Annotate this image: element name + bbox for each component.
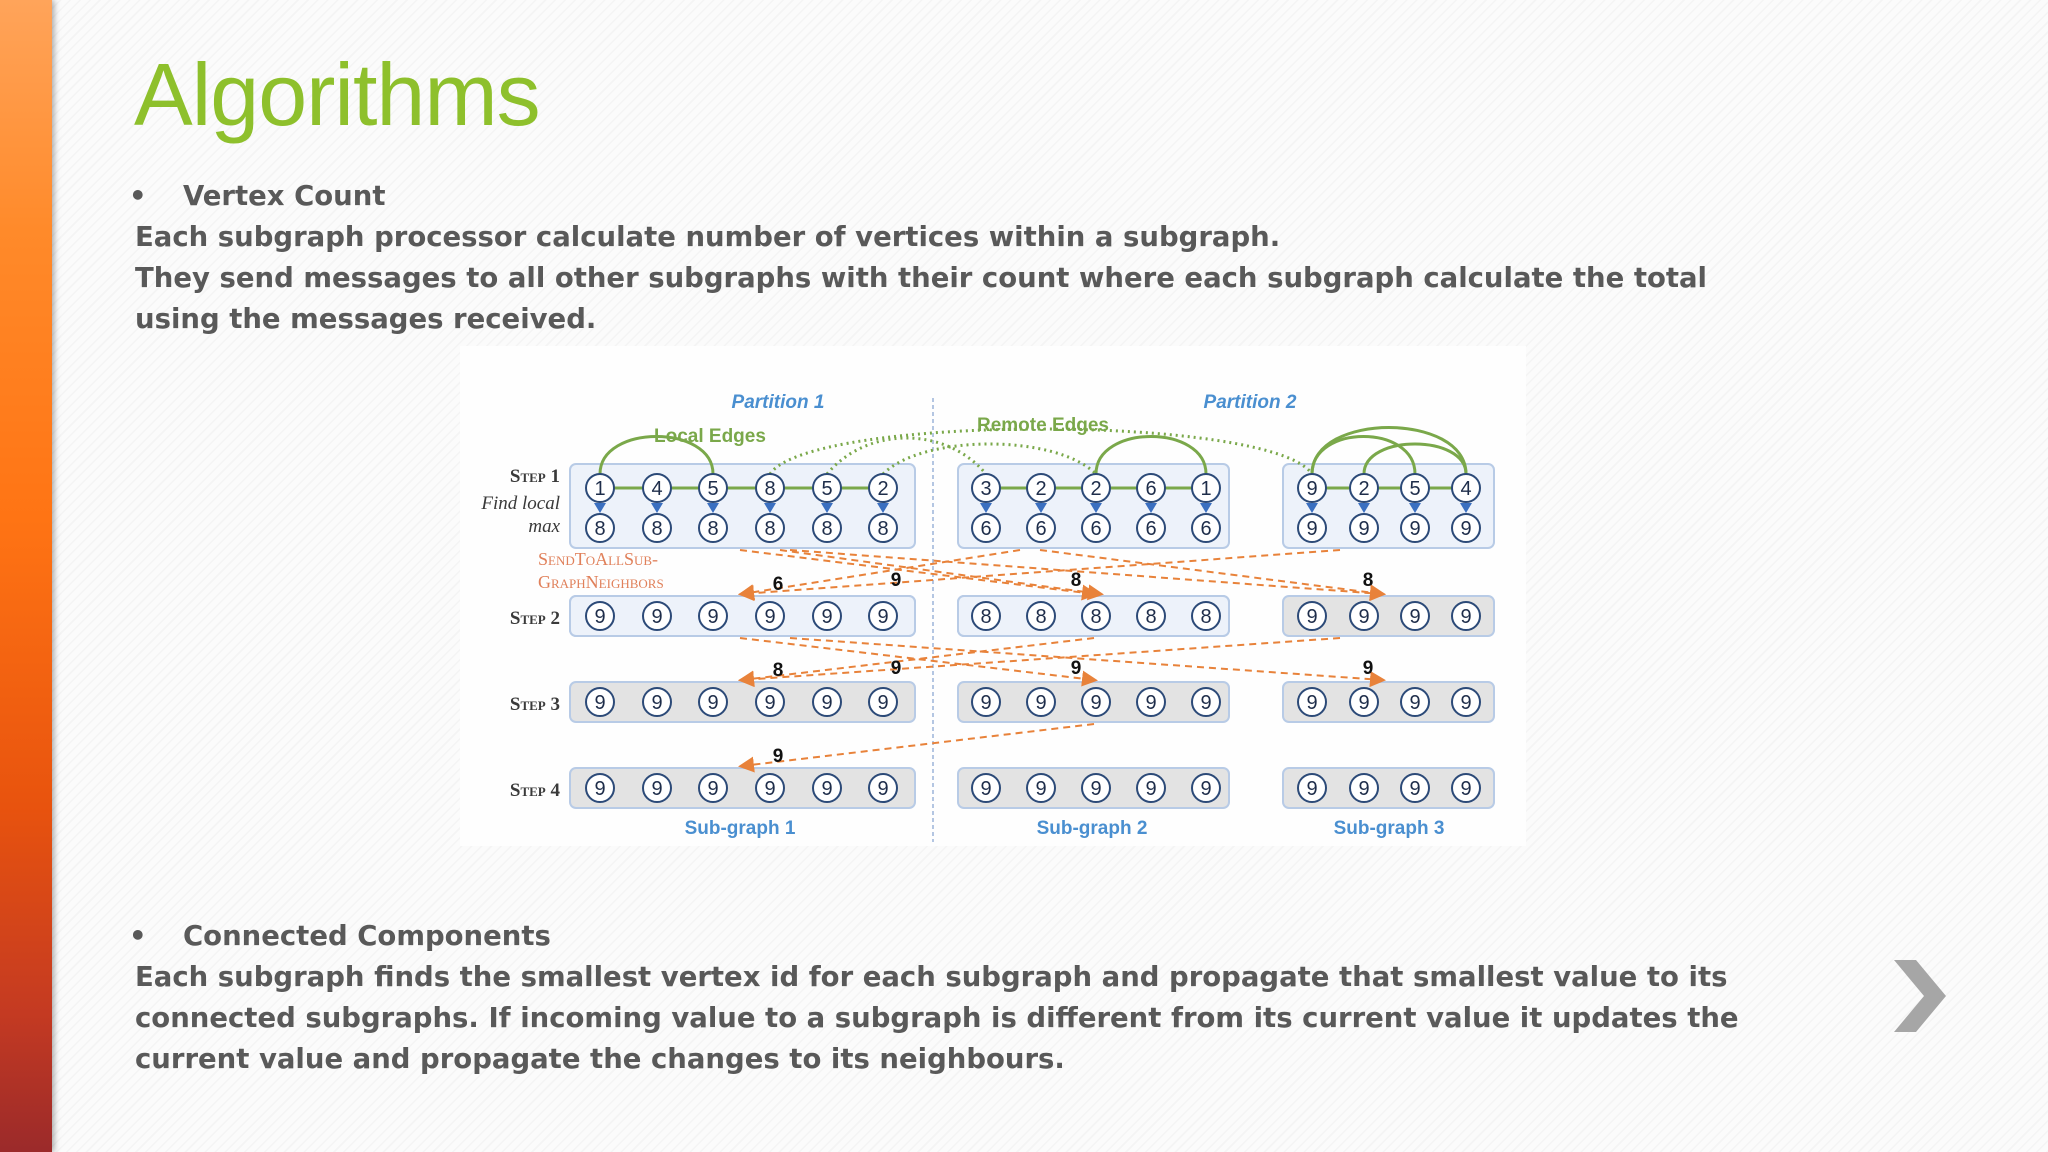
next-slide-button[interactable] [1886, 956, 1950, 1041]
section-connected-components [129, 916, 1775, 1080]
step1-caption: Find local [481, 493, 560, 514]
vertex-value: 9 [1200, 778, 1212, 800]
vertex-value: 6 [1145, 518, 1157, 540]
vertex-value: 9 [877, 606, 889, 628]
vertex-value: 2 [1358, 478, 1370, 500]
section-line: Each subgraph processor calculate number of vertices within a subgraph. [135, 221, 1281, 253]
vertex-value: 9 [1358, 778, 1370, 800]
subgraph-label: Sub-graph 3 [1333, 818, 1445, 839]
section-vertex-count [129, 176, 1775, 340]
vertex-value: 6 [980, 518, 992, 540]
vertex-value: 5 [1409, 478, 1421, 500]
subgraph-box [570, 464, 915, 548]
vertex-value: 8 [877, 518, 889, 540]
vertex-value: 9 [1145, 778, 1157, 800]
step-label: Step 1 [509, 466, 560, 487]
vertex-value: 9 [1460, 606, 1472, 628]
vertex-value: 9 [821, 606, 833, 628]
vertex-value: 8 [980, 606, 992, 628]
subgraph-box [570, 768, 915, 808]
vertex-value: 9 [1306, 518, 1318, 540]
message-label: 9 [890, 570, 902, 591]
vertex-value: 2 [877, 478, 889, 500]
vertex-value: 6 [1145, 478, 1157, 500]
vertex-value: 9 [651, 692, 663, 714]
vertex-value: 9 [1090, 778, 1102, 800]
vertex-value: 9 [1306, 778, 1318, 800]
vertex-value: 3 [980, 478, 992, 500]
section-line: They send messages to all other subgraphs with their count where each subgraph calculate the total using the messages received. [135, 262, 1707, 335]
vertex-value: 9 [1306, 478, 1318, 500]
vertex-value: 9 [1145, 692, 1157, 714]
vertex-value: 9 [1306, 692, 1318, 714]
vertex-value: 9 [651, 778, 663, 800]
message-label: 8 [1362, 570, 1374, 591]
message-arrow [742, 550, 1020, 594]
vertex-value: 9 [877, 778, 889, 800]
vertex-value: 9 [594, 778, 606, 800]
slide-title: Algorithms [134, 45, 540, 144]
message-arrow [742, 724, 1094, 766]
vertex-value: 9 [1358, 692, 1370, 714]
vertex-value: 9 [821, 692, 833, 714]
vertex-value: 9 [764, 778, 776, 800]
chevron-right-icon [1886, 956, 1950, 1036]
vertex-value: 2 [1090, 478, 1102, 500]
vertex-value: 9 [764, 606, 776, 628]
vertex-value: 8 [764, 518, 776, 540]
message-arrow [790, 550, 1382, 594]
vertex-value: 8 [594, 518, 606, 540]
step-label: Step 4 [509, 780, 560, 801]
vertex-value: 6 [1090, 518, 1102, 540]
vertex-count-diagram [460, 346, 1526, 846]
vertex-value: 4 [1460, 478, 1472, 500]
message-label: 9 [1070, 658, 1082, 679]
remote-edges-label: Remote Edges [977, 415, 1109, 436]
vertex-value: 5 [821, 478, 833, 500]
bullet: • [129, 180, 147, 212]
section-heading: Vertex Count [183, 180, 386, 212]
vertex-value: 9 [707, 778, 719, 800]
vertex-value: 9 [1460, 778, 1472, 800]
step-label: Step 3 [509, 694, 560, 715]
vertex-value: 9 [707, 692, 719, 714]
vertex-value: 8 [764, 478, 776, 500]
vertex-value: 8 [707, 518, 719, 540]
partition-label: Partition 1 [731, 392, 825, 413]
vertex-value: 9 [1409, 692, 1421, 714]
vertex-value: 6 [1200, 518, 1212, 540]
vertex-value: 8 [1200, 606, 1212, 628]
vertex-value: 9 [707, 606, 719, 628]
vertex-value: 5 [707, 478, 719, 500]
step1-caption: max [528, 516, 560, 537]
message-label: 9 [772, 746, 784, 767]
subgraph-label: Sub-graph 1 [684, 818, 796, 839]
vertex-value: 9 [1409, 606, 1421, 628]
vertex-value: 9 [980, 692, 992, 714]
vertex-value: 9 [1409, 778, 1421, 800]
section-heading: Connected Components [183, 920, 551, 952]
subgraph-box [570, 682, 915, 722]
vertex-value: 9 [1090, 692, 1102, 714]
partition-label: Partition 2 [1203, 392, 1297, 413]
bullet: • [129, 920, 147, 952]
send-to-all-label: GraphNeighbors [538, 572, 664, 592]
local-edges-label: Local Edges [654, 426, 766, 447]
subgraph-label: Sub-graph 2 [1036, 818, 1148, 839]
vertex-value: 9 [1035, 692, 1047, 714]
message-label: 9 [890, 658, 902, 679]
message-label: 9 [1362, 658, 1374, 679]
vertex-value: 8 [1035, 606, 1047, 628]
vertex-value: 8 [651, 518, 663, 540]
section-line: Each subgraph finds the smallest vertex id for each subgraph and propagate that smallest value to its connected subgraphs. If incoming value to a subgraph is different from its current value it updates the current value and propagate the changes to its neighbours. [135, 961, 1739, 1075]
vertex-value: 1 [1200, 478, 1212, 500]
message-label: 8 [1070, 570, 1082, 591]
vertex-value: 9 [1460, 692, 1472, 714]
vertex-value: 8 [1145, 606, 1157, 628]
message-arrow [790, 638, 1382, 680]
vertex-value: 9 [1035, 778, 1047, 800]
send-to-all-label: SendToAllSub- [538, 549, 659, 569]
vertex-value: 4 [651, 478, 663, 500]
vertex-value: 1 [594, 478, 606, 500]
vertex-value: 9 [594, 692, 606, 714]
vertex-value: 9 [651, 606, 663, 628]
vertex-value: 9 [1409, 518, 1421, 540]
vertex-value: 9 [980, 778, 992, 800]
vertex-value: 6 [1035, 518, 1047, 540]
diagram-canvas [460, 346, 1526, 846]
vertex-value: 2 [1035, 478, 1047, 500]
vertex-value: 9 [764, 692, 776, 714]
vertex-value: 8 [1090, 606, 1102, 628]
step-label: Step 2 [509, 608, 560, 629]
vertex-value: 9 [1306, 606, 1318, 628]
vertex-value: 9 [821, 778, 833, 800]
message-arrow [740, 550, 1094, 594]
vertex-value: 9 [1200, 692, 1212, 714]
message-label: 6 [772, 574, 784, 595]
vertex-value: 8 [821, 518, 833, 540]
vertex-value: 9 [1358, 606, 1370, 628]
subgraph-box [570, 596, 915, 636]
vertex-value: 9 [1358, 518, 1370, 540]
vertex-value: 9 [594, 606, 606, 628]
message-label: 8 [772, 660, 784, 681]
vertex-value: 9 [877, 692, 889, 714]
left-accent-bar [0, 0, 52, 1152]
vertex-value: 9 [1460, 518, 1472, 540]
